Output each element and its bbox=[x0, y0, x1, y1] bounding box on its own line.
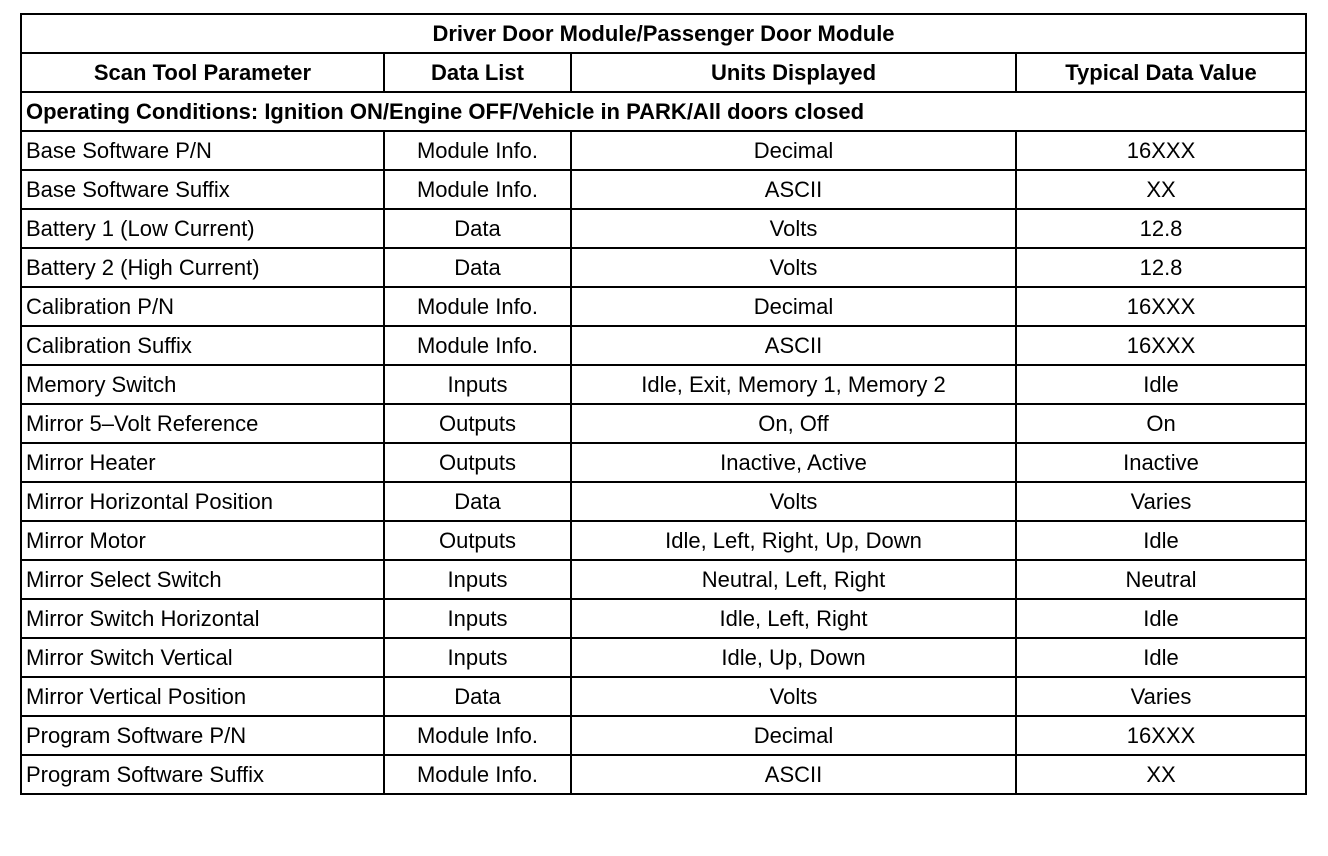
operating-conditions: Operating Conditions: Ignition ON/Engine OFF/Vehicle in PARK/All doors closed bbox=[21, 92, 1306, 131]
cell-parameter: Battery 1 (Low Current) bbox=[21, 209, 384, 248]
table-row bbox=[21, 404, 1306, 443]
cell-data-list: Data bbox=[384, 209, 571, 248]
cell-units: On, Off bbox=[571, 404, 1016, 443]
cell-units: Volts bbox=[571, 248, 1016, 287]
cell-parameter: Mirror Horizontal Position bbox=[21, 482, 384, 521]
cell-typical-value: 16XXX bbox=[1016, 326, 1306, 365]
cell-parameter: Base Software Suffix bbox=[21, 170, 384, 209]
cell-data-list: Outputs bbox=[384, 443, 571, 482]
table-row bbox=[21, 599, 1306, 638]
cell-typical-value: 16XXX bbox=[1016, 287, 1306, 326]
cell-typical-value: XX bbox=[1016, 170, 1306, 209]
table-row bbox=[21, 443, 1306, 482]
cell-parameter: Mirror Motor bbox=[21, 521, 384, 560]
table-row bbox=[21, 755, 1306, 794]
cell-parameter: Battery 2 (High Current) bbox=[21, 248, 384, 287]
cell-typical-value: 12.8 bbox=[1016, 209, 1306, 248]
cell-units: ASCII bbox=[571, 170, 1016, 209]
table-row bbox=[21, 677, 1306, 716]
table-row bbox=[21, 638, 1306, 677]
cell-data-list: Module Info. bbox=[384, 170, 571, 209]
cell-parameter: Memory Switch bbox=[21, 365, 384, 404]
cell-typical-value: Neutral bbox=[1016, 560, 1306, 599]
cell-typical-value: Idle bbox=[1016, 599, 1306, 638]
cell-data-list: Data bbox=[384, 248, 571, 287]
cell-units: Decimal bbox=[571, 131, 1016, 170]
cell-data-list: Outputs bbox=[384, 404, 571, 443]
cell-data-list: Module Info. bbox=[384, 131, 571, 170]
cell-data-list: Module Info. bbox=[384, 326, 571, 365]
cell-typical-value: On bbox=[1016, 404, 1306, 443]
cell-parameter: Mirror Switch Vertical bbox=[21, 638, 384, 677]
cell-parameter: Mirror Vertical Position bbox=[21, 677, 384, 716]
cell-data-list: Data bbox=[384, 482, 571, 521]
cell-data-list: Outputs bbox=[384, 521, 571, 560]
cell-parameter: Mirror Switch Horizontal bbox=[21, 599, 384, 638]
cell-parameter: Program Software Suffix bbox=[21, 755, 384, 794]
table-row bbox=[21, 248, 1306, 287]
cell-parameter: Base Software P/N bbox=[21, 131, 384, 170]
header-scan-tool-parameter: Scan Tool Parameter bbox=[21, 53, 384, 92]
scan-tool-data-table bbox=[20, 13, 1307, 795]
cell-units: Volts bbox=[571, 209, 1016, 248]
table-row bbox=[21, 716, 1306, 755]
cell-data-list: Data bbox=[384, 677, 571, 716]
cell-data-list: Module Info. bbox=[384, 755, 571, 794]
cell-data-list: Inputs bbox=[384, 560, 571, 599]
cell-typical-value: Idle bbox=[1016, 638, 1306, 677]
cell-parameter: Mirror 5–Volt Reference bbox=[21, 404, 384, 443]
cell-data-list: Inputs bbox=[384, 599, 571, 638]
table-head bbox=[21, 14, 1306, 92]
table-row bbox=[21, 482, 1306, 521]
operating-conditions-row bbox=[21, 92, 1306, 131]
table-row bbox=[21, 365, 1306, 404]
cell-units: Decimal bbox=[571, 716, 1016, 755]
cell-data-list: Inputs bbox=[384, 638, 571, 677]
table-row bbox=[21, 521, 1306, 560]
header-typical-data-value: Typical Data Value bbox=[1016, 53, 1306, 92]
cell-parameter: Mirror Select Switch bbox=[21, 560, 384, 599]
cell-typical-value: Idle bbox=[1016, 521, 1306, 560]
cell-typical-value: 12.8 bbox=[1016, 248, 1306, 287]
cell-units: Decimal bbox=[571, 287, 1016, 326]
cell-units: Idle, Left, Right, Up, Down bbox=[571, 521, 1016, 560]
table-row bbox=[21, 131, 1306, 170]
cell-data-list: Module Info. bbox=[384, 287, 571, 326]
header-data-list: Data List bbox=[384, 53, 571, 92]
title-row bbox=[21, 14, 1306, 53]
table-row bbox=[21, 170, 1306, 209]
table-row bbox=[21, 326, 1306, 365]
cell-typical-value: XX bbox=[1016, 755, 1306, 794]
cell-typical-value: Varies bbox=[1016, 482, 1306, 521]
table-title: Driver Door Module/Passenger Door Module bbox=[21, 14, 1306, 53]
cell-units: ASCII bbox=[571, 326, 1016, 365]
cell-units: Neutral, Left, Right bbox=[571, 560, 1016, 599]
cell-data-list: Inputs bbox=[384, 365, 571, 404]
cell-parameter: Mirror Heater bbox=[21, 443, 384, 482]
cell-units: Idle, Up, Down bbox=[571, 638, 1016, 677]
cell-parameter: Calibration P/N bbox=[21, 287, 384, 326]
cell-typical-value: Varies bbox=[1016, 677, 1306, 716]
cell-units: ASCII bbox=[571, 755, 1016, 794]
cell-typical-value: Idle bbox=[1016, 365, 1306, 404]
cell-units: Volts bbox=[571, 482, 1016, 521]
cell-units: Idle, Exit, Memory 1, Memory 2 bbox=[571, 365, 1016, 404]
table-row bbox=[21, 560, 1306, 599]
cell-units: Inactive, Active bbox=[571, 443, 1016, 482]
cell-units: Idle, Left, Right bbox=[571, 599, 1016, 638]
table-row bbox=[21, 209, 1306, 248]
header-units-displayed: Units Displayed bbox=[571, 53, 1016, 92]
cell-units: Volts bbox=[571, 677, 1016, 716]
cell-parameter: Calibration Suffix bbox=[21, 326, 384, 365]
header-row bbox=[21, 53, 1306, 92]
table-body bbox=[21, 92, 1306, 794]
cell-data-list: Module Info. bbox=[384, 716, 571, 755]
cell-typical-value: 16XXX bbox=[1016, 716, 1306, 755]
table-row bbox=[21, 287, 1306, 326]
cell-typical-value: 16XXX bbox=[1016, 131, 1306, 170]
cell-typical-value: Inactive bbox=[1016, 443, 1306, 482]
cell-parameter: Program Software P/N bbox=[21, 716, 384, 755]
